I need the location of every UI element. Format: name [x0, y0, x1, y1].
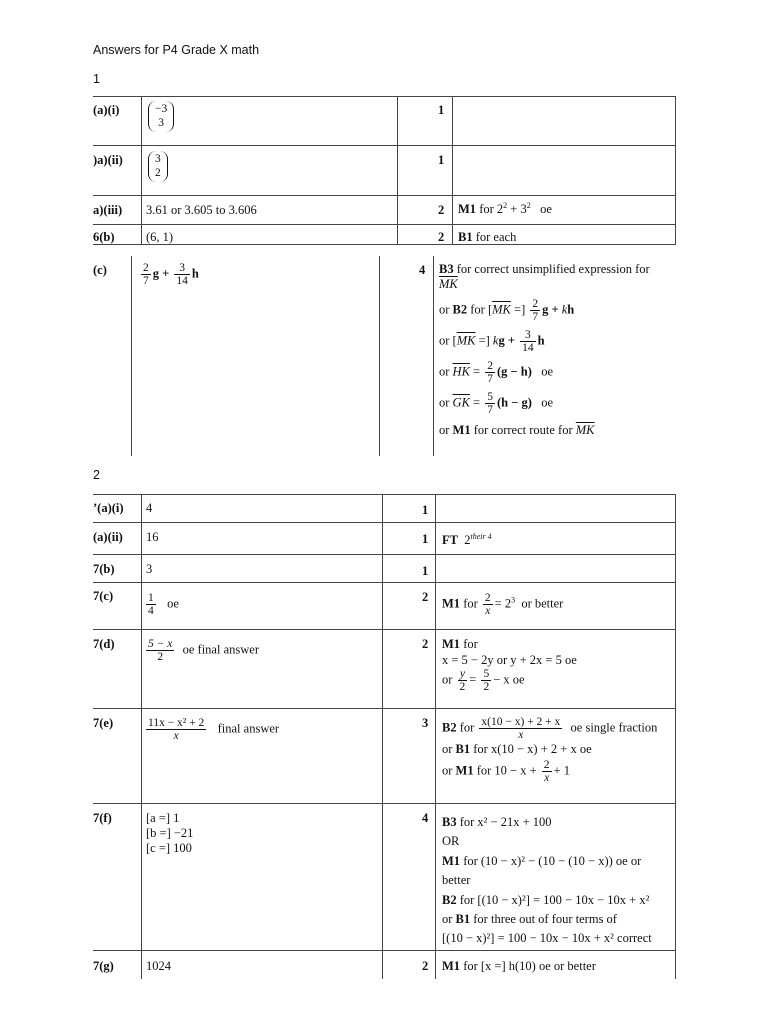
- part-label: ’(a)(i): [93, 501, 124, 515]
- marking-guidance: B1 for each: [458, 230, 517, 244]
- answer-text: 3.61 or 3.605 to 3.606: [146, 203, 257, 217]
- mark-value: 1: [422, 564, 429, 578]
- part-label: (a)(i): [93, 103, 120, 117]
- part-label: (a)(ii): [93, 530, 123, 544]
- answer-expression: $\frac{\text{11x − x² + 2}}{x}$ final answer: [148, 717, 280, 743]
- column-vector: −3 3: [148, 101, 174, 132]
- answer-text: 16: [146, 530, 159, 544]
- part-label: 7(b): [93, 562, 115, 576]
- mark-value: 2: [422, 637, 429, 651]
- answer-expression: $\frac{5 - x}{2}$ oe final answer: [148, 638, 259, 664]
- mark-value: 1: [422, 503, 429, 517]
- answer-text: 3: [146, 562, 153, 576]
- mark-value: 4: [422, 811, 429, 825]
- mark-value: 1: [438, 153, 445, 167]
- marking-guidance: B2 for $\frac{x(10 - x) + 2 + x}{x}$ oe single fraction or B1 for x(10 − x) + 2 + x oe or M1 for 10 − x + $\frac{2}{x}$ + 1: [442, 716, 658, 784]
- marking-guidance: M1 for [x =] h(10) oe or better: [442, 959, 596, 973]
- question-1-number: 1: [93, 72, 100, 86]
- part-label: )a)(ii): [93, 153, 123, 167]
- answer-text: (6, 1): [146, 230, 174, 244]
- question-2-number: 2: [93, 468, 100, 482]
- part-label: (c): [93, 263, 107, 277]
- marking-guidance: M1 for $\frac{2}{x}$ = $2^3$ or better: [442, 592, 564, 618]
- part-label: 7(g): [93, 959, 114, 973]
- answer-expression: $\frac{2}{7}$ g + $\frac{3}{14}$ h: [143, 262, 199, 288]
- part-label: a)(iii): [93, 203, 123, 217]
- page-title: Answers for P4 Grade X math: [93, 43, 260, 57]
- mark-value: 2: [438, 203, 445, 217]
- part-label: 6(b): [93, 230, 115, 244]
- mark-value: 1: [438, 103, 445, 117]
- answer-expression: $\frac{1}{4}$ oe: [148, 592, 179, 618]
- part-label: 7(f): [93, 811, 112, 825]
- column-vector: 3 2: [148, 151, 168, 182]
- marking-guidance: FT $2^{their 4}$: [442, 532, 492, 548]
- mark-value: 3: [422, 716, 429, 730]
- marking-guidance: M1 for $2^2 + 3^2$ oe: [458, 201, 552, 217]
- mark-value: 2: [422, 590, 429, 604]
- mark-value: 2: [422, 959, 429, 973]
- marking-guidance: B3 for x² − 21x + 100 OR M1 for (10 − x)² − (10 − (10 − x)) oe or better B2 for [(10 − x)²] = 100 − 10x − 10x + x² or B1 for three out of four terms of [(10 − x)²] = 100 − 10x − 10x + x² correct: [442, 815, 652, 946]
- answer-text: 1024: [146, 959, 171, 973]
- mark-value: 1: [422, 532, 429, 546]
- answer-text: 4: [146, 501, 153, 515]
- marking-guidance: B3 for correct unsimplified expression for $\overline{MK}$ or B2 for [$\overline{MK}$ =] $\frac{2}{7}$ g + kh or [$\overline{MK}$ =] kg + $\frac{3}{14}$ h or $\overline{HK}$ = $\frac{2}{7}$ (g − h) oe or $\overline{GK}$ = $\frac{5}{7}$ (h − g) oe or M1 for correct route for $\overline{MK}$: [439, 262, 650, 437]
- mark-value: 4: [419, 263, 426, 277]
- mark-value: 2: [438, 230, 445, 244]
- answer-list: [a =] 1 [b =] −21 [c =] 100: [146, 811, 194, 855]
- part-label: 7(d): [93, 637, 115, 651]
- part-label: 7(c): [93, 589, 114, 603]
- marking-guidance: M1 for x = 5 − 2y or y + 2x = 5 oe or $\frac{y}{2}$ = $\frac{5}{2}$ − x oe: [442, 637, 577, 694]
- part-label: 7(e): [93, 716, 114, 730]
